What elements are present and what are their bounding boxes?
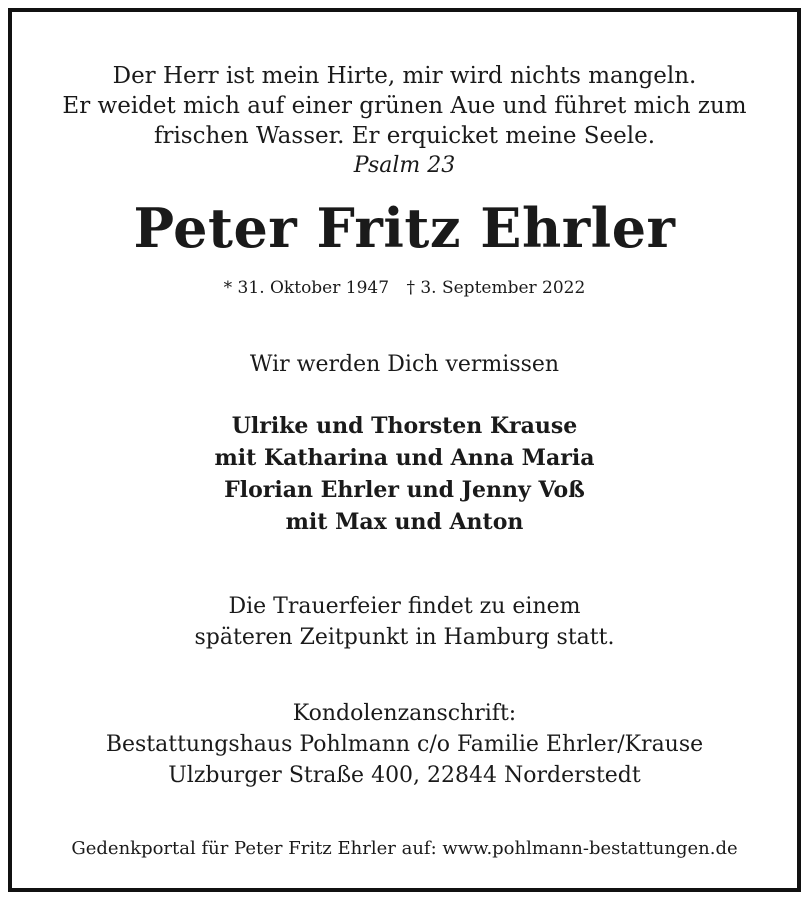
death-date: † 3. September 2022: [406, 278, 586, 298]
service-line-2: späteren Zeitpunkt in Hamburg statt.: [194, 625, 615, 650]
birth-date: * 31. Oktober 1947: [223, 278, 390, 298]
condolence-line-2: Ulzburger Straße 400, 22844 Norderstedt: [168, 763, 641, 788]
family-line-1: Ulrike und Thorsten Krause: [231, 413, 578, 439]
verse-line-2: Er weidet mich auf einer grünen Aue und führet mich zum: [62, 93, 747, 119]
verse-line-1: Der Herr ist mein Hirte, mir wird nichts mangeln.: [112, 63, 697, 89]
verse-source: Psalm 23: [353, 153, 456, 178]
family-line-2: mit Katharina und Anna Maria: [214, 445, 595, 471]
family-line-4: mit Max und Anton: [285, 509, 524, 535]
verse-line-3: frischen Wasser. Er erquicket meine Seele.: [153, 123, 656, 149]
farewell-message: Wir werden Dich vermissen: [249, 352, 560, 377]
deceased-name: Peter Fritz Ehrler: [133, 196, 676, 260]
obituary-notice: [8, 8, 801, 892]
service-line-1: Die Trauerfeier findet zu einem: [228, 594, 581, 619]
memorial-portal: Gedenkportal für Peter Fritz Ehrler auf: www.pohlmann-bestattungen.de: [71, 838, 738, 859]
condolence-line-1: Bestattungshaus Pohlmann c/o Familie Ehrler/Krause: [105, 732, 704, 757]
condolence-label: Kondolenzanschrift:: [292, 701, 517, 726]
family-line-3: Florian Ehrler und Jenny Voß: [224, 477, 585, 503]
life-dates: [12, 278, 797, 298]
